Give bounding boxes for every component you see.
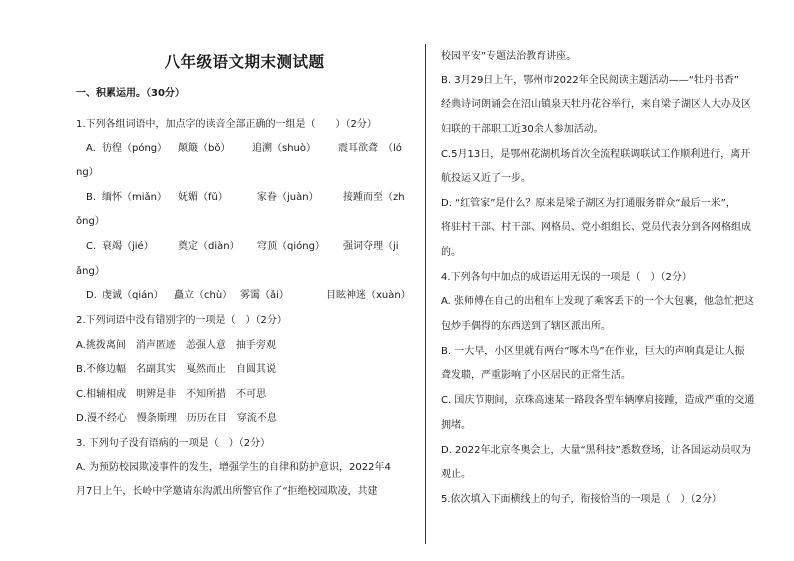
section-heading: 一、积累运用。（30分） xyxy=(76,88,185,99)
option-word: 目眩神迷（xuàn） xyxy=(326,290,411,301)
option-word: 矗立（chù） xyxy=(174,290,233,301)
q2-option-c: C.相辅相成 明辨是非 不知所措 不可思 xyxy=(76,389,267,400)
question-4-stem: 4.下列各句中加点的成语运用无误的一项是（ ）（2分） xyxy=(441,272,692,283)
q4-option-a-line1: A. 张师傅在自己的出租车上发现了乘客丢下的一个大包裹，他急忙把这 xyxy=(441,296,755,307)
option-word: 颠簸（bǒ） xyxy=(178,143,231,154)
option-word: 接踵而至（zh xyxy=(343,192,405,203)
option-word: 穹顶（qióng） xyxy=(257,241,325,252)
option-word: 震耳欲聋 （ló xyxy=(338,143,402,154)
option-word: 彷徨（póng） xyxy=(102,143,168,154)
q3-option-c-line1: C.5月13日，是鄂州花湖机场首次全流程联调联试工作顺利进行，离开 xyxy=(441,149,751,160)
q3-option-a-line1: A. 为预防校园欺凌事件的发生，增强学生的自律和防护意识，2022年4 xyxy=(76,462,391,473)
q4-option-d-line1: D. 2022年北京冬奥会上，大量“黑科技”悉数登场，让各国运动员叹为 xyxy=(441,445,751,456)
q3-option-b-line1: B. 3月29日上午，鄂州市2022年全民阅读主题活动——“牡丹书香” xyxy=(441,75,740,86)
option-label: B. xyxy=(86,192,97,203)
option-label: D. xyxy=(86,290,97,301)
option-word: 衰竭（jié） xyxy=(102,241,154,252)
option-word: 虔诚（qián） xyxy=(102,290,164,301)
exam-title: 八年级语文期末测试题 xyxy=(164,52,325,71)
question-1-stem: 1.下列各组词语中，加点字的读音全部正确的一组是（ ）（2分） xyxy=(76,119,377,130)
q2-option-d: D.漫不经心 慢条斯理 历历在目 穿流不息 xyxy=(76,413,277,424)
q3-option-b-line3: 妇联的干部职工近30余人参加活动。 xyxy=(441,124,604,135)
option-label: C. xyxy=(86,241,97,252)
q3-option-d-line3: 的。 xyxy=(441,247,461,258)
option-word: 妩媚（fǔ） xyxy=(178,192,228,203)
option-label: A. xyxy=(86,143,96,154)
q4-option-b-line2: 聋发聩，严重影响了小区居民的正常生活。 xyxy=(441,370,631,381)
question-5-stem: 5.依次填入下面横线上的句子，衔接恰当的一项是（ ）（2分） xyxy=(441,494,722,505)
q2-option-a: A.挑拨离间 消声匿迹 恙强人意 抽手旁观 xyxy=(76,340,276,351)
q4-option-c-line1: C. 国庆节期间，京珠高速某一路段各型车辆摩肩接踵，造成严重的交通 xyxy=(441,395,755,406)
column-divider xyxy=(425,44,426,544)
question-3-stem: 3. 下列句子没有语病的一项是（ ）（2分） xyxy=(76,438,271,449)
q3-option-a-line2: 月7日上午，长岭中学邀请东沟派出所警官作了“拒绝校园欺凌，共建 xyxy=(76,486,378,497)
question-2-stem: 2.下列词语中没有错别字的一项是（ ）（2分） xyxy=(76,315,287,326)
option-word: 追溯（shuò） xyxy=(252,143,317,154)
q3-option-a-line3: 校园平安”专题法治教育讲座。 xyxy=(441,51,577,62)
q4-option-d-line2: 观止。 xyxy=(441,469,471,480)
option-word: 雾霭（ǎi） xyxy=(240,290,289,301)
option-word: 缅怀（miǎn） xyxy=(102,192,167,203)
q1-option-a-wrap: ng） xyxy=(76,167,99,178)
q1-option-c-wrap: ǎng） xyxy=(76,266,105,277)
q4-option-a-line2: 包炒手偶得的东西送到了辖区派出所。 xyxy=(441,321,611,332)
option-word: 强词夺理（ji xyxy=(343,241,399,252)
option-word: 家眷（juàn） xyxy=(257,192,319,203)
q4-option-b-line1: B. 一大早，小区里就有两台“啄木鸟”在作业，巨大的声响真是让人振 xyxy=(441,346,745,357)
q1-option-b-wrap: ǒng） xyxy=(76,216,105,227)
option-word: 奠定（diàn） xyxy=(178,241,240,252)
q2-option-b: B.不修边幅 名副其实 戛然而止 自圆其说 xyxy=(76,364,277,375)
q4-option-c-line2: 拥堵。 xyxy=(441,420,471,431)
q3-option-d-line1: D. “红管家”是什么？原来是梁子湖区为打通服务群众“最后一米”， xyxy=(441,198,736,209)
q3-option-d-line2: 将驻村干部、村干部、网格员、党小组组长、党员代表分到各网格组成 xyxy=(441,222,751,233)
q3-option-b-line2: 经典诗词朗诵会在沼山镇泉天牡丹花谷举行，来自梁子湖区人大办及区 xyxy=(441,99,751,110)
q3-option-c-line2: 航投运又近了一步。 xyxy=(441,173,531,184)
